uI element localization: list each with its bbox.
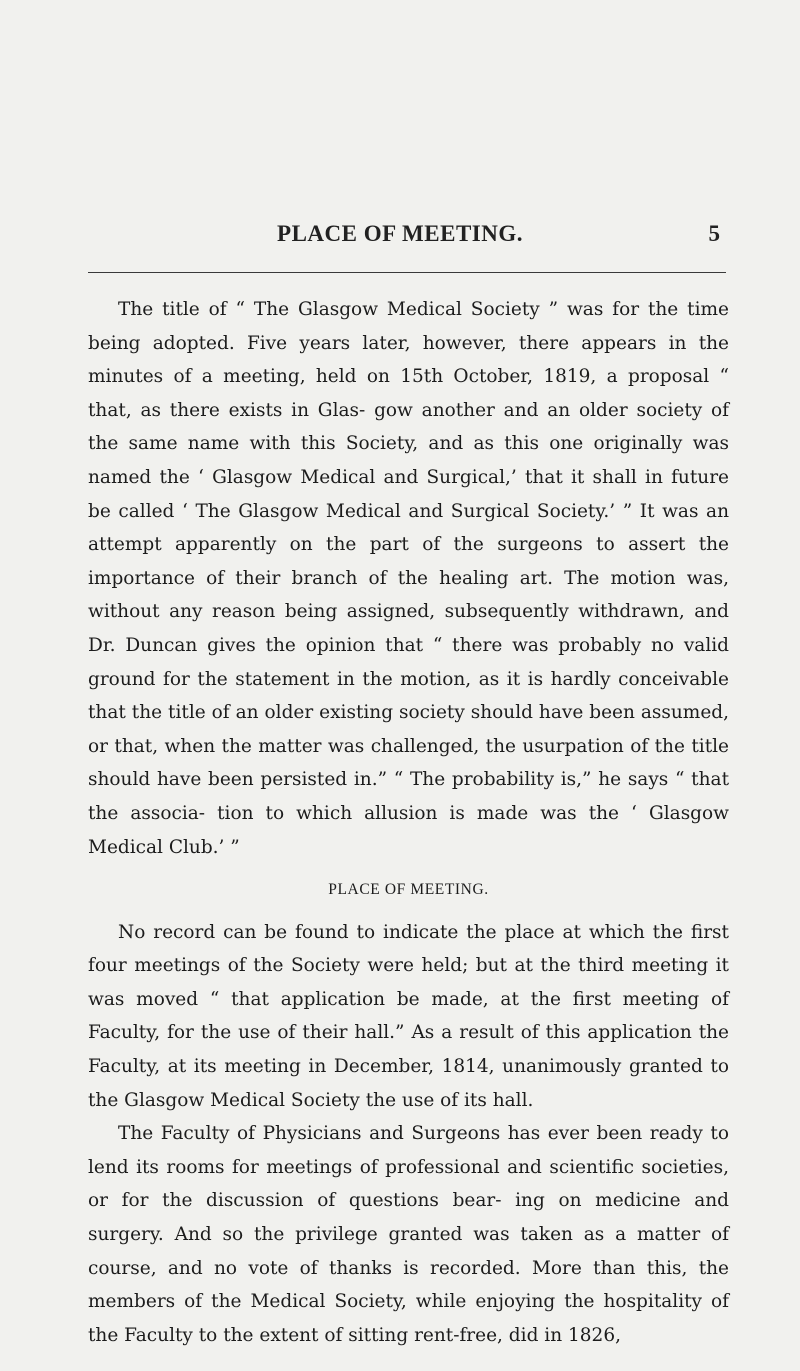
paragraph: The title of “ The Glasgow Medical Society ” was for the time being adopted. Five years later, however, there appears in the minutes of a meeting, held on 15th October, 1819, a proposal “ that, as there exists in Glas- gow another and an older society of the same name with this Society, and as this one originally was named the ‘ Glasgow Medical and Surgical,’ that it shall in future be called ‘ The Glasgow Medical and Surgical Society.’ ” It was an attempt apparently on the part of the surgeons to assert the importance of their branch of the healing art. The motion was, without any reason being assigned, subsequently withdrawn, and Dr. Duncan gives the opinion that “ there was probably no valid ground for the statement in the motion, as it is hardly conceivable that the title of an older existing society should have been assumed, or that, when the matter was challenged, the usurpation of the title should have been persisted in.” “ The probability is,” he says “ that the associa- tion to which allusion is made was the ‘ Glasgow Medical Club.’ ” [88, 299, 729, 858]
running-title: PLACE OF MEETING. [277, 221, 523, 246]
paragraph: The Faculty of Physicians and Surgeons has ever been ready to lend its rooms for meetings of professional and scientific societies, or for the discussion of questions bear- ing on medicine and surgery. And so the privilege granted was taken as a matter of course, and no vote of thanks is recorded. More than this, the members of the Medical Society, while enjoying the hospitality of the Faculty to the extent of sitting rent-free, did in 1826, [88, 1123, 729, 1346]
section-heading: PLACE OF MEETING. [328, 881, 489, 899]
body-text [88, 293, 729, 1352]
paragraph: No record can be found to indicate the place at which the first four meetings of the Society were held; but at the third meeting it was moved “ that application be made, at the first meeting of Faculty, for the use of their hall.” As a result of this application the Faculty, at its meeting in December, 1814, unanimously granted to the Glasgow Medical Society the use of its hall. [88, 921, 729, 1111]
running-head [0, 221, 800, 255]
page-number: 5 [708, 221, 720, 246]
header-rule [88, 272, 726, 273]
